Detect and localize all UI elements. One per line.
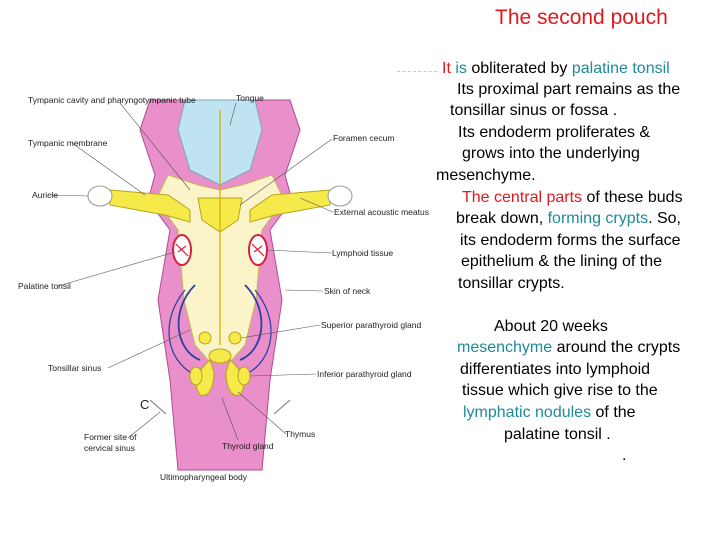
- label-thymus: Thymus: [285, 429, 316, 439]
- label-palatine-tonsil: Palatine tonsil: [18, 281, 71, 291]
- auricle-right: [328, 186, 352, 206]
- label-superior-parathyroid: Superior parathyroid gland: [321, 320, 422, 330]
- superior-parathyroid-left: [199, 332, 211, 344]
- label-former-site-2: cervical sinus: [84, 443, 136, 453]
- text-span: . So,: [648, 210, 681, 227]
- label-thyroid-gland: Thyroid gland: [222, 441, 274, 451]
- label-skin-of-neck: Skin of neck: [324, 286, 371, 296]
- label-foramen-cecum: Foramen cecum: [333, 133, 395, 143]
- text-span: lymphatic nodules: [463, 404, 592, 421]
- label-tympanic-membrane: Tympanic membrane: [28, 138, 108, 148]
- text-span: of the: [591, 404, 636, 421]
- label-inferior-parathyroid: Inferior parathyroid gland: [317, 369, 412, 379]
- auricle-left: [88, 186, 112, 206]
- text-span: forming crypts: [547, 210, 649, 227]
- label-lymphoid-tissue: Lymphoid tissue: [332, 248, 394, 258]
- label-former-site-1: Former site of: [84, 432, 137, 442]
- text-line: [462, 187, 683, 209]
- text-line: grows into the underlying: [462, 145, 640, 162]
- inferior-parathyroid-left: [190, 367, 202, 385]
- text-span: obliterated by: [466, 60, 572, 77]
- text-span: is: [455, 60, 467, 77]
- thyroid-center: [209, 349, 231, 363]
- text-line: its endoderm forms the surface: [460, 232, 681, 249]
- text-line: epithelium & the lining of the: [461, 253, 663, 270]
- pharyngeal-pouch-diagram: [0, 60, 440, 500]
- text-line: differentiates into lymphoid: [460, 361, 651, 378]
- text-line: .: [622, 447, 627, 464]
- text-line: mesenchyme.: [436, 167, 536, 184]
- text-line: tonsillar crypts.: [458, 275, 565, 292]
- text-line: Its endoderm proliferates &: [458, 124, 651, 141]
- text-span: It: [442, 60, 456, 77]
- cervical-sinus-left: [150, 400, 166, 414]
- text-line: tonsillar sinus or fossa .: [450, 102, 618, 119]
- text-span: around the crypts: [552, 339, 681, 356]
- text-line: [442, 58, 670, 80]
- label-tonsillar-sinus: Tonsillar sinus: [48, 363, 102, 373]
- label-external-meatus: External acoustic meatus: [334, 207, 429, 217]
- text-span: mesenchyme: [457, 339, 553, 356]
- label-auricle: Auricle: [32, 190, 58, 200]
- slide-title: The second pouch: [495, 6, 668, 29]
- text-span: The central parts: [462, 189, 583, 206]
- label-tympanic-tube: Tympanic cavity and pharyngotympanic tube: [28, 95, 196, 105]
- inferior-parathyroid-right: [238, 367, 250, 385]
- text-line: [463, 402, 636, 424]
- text-line: About 20 weeks: [494, 318, 608, 335]
- text-line: Its proximal part remains as the: [457, 81, 681, 98]
- superior-parathyroid-right: [229, 332, 241, 344]
- text-span: break down,: [456, 210, 548, 227]
- label-ultimopharyngeal-body: Ultimopharyngeal body: [160, 472, 247, 482]
- text-line: tissue which give rise to the: [462, 382, 658, 399]
- label-tongue: Tongue: [236, 93, 264, 103]
- text-line: palatine tonsil .: [504, 426, 611, 443]
- text-span: of these buds: [582, 189, 683, 206]
- label-letter-c: C: [140, 397, 150, 412]
- text-span: palatine tonsil: [571, 60, 670, 77]
- text-line: [456, 208, 681, 230]
- cervical-sinus-right: [274, 400, 290, 414]
- text-line: [457, 337, 680, 359]
